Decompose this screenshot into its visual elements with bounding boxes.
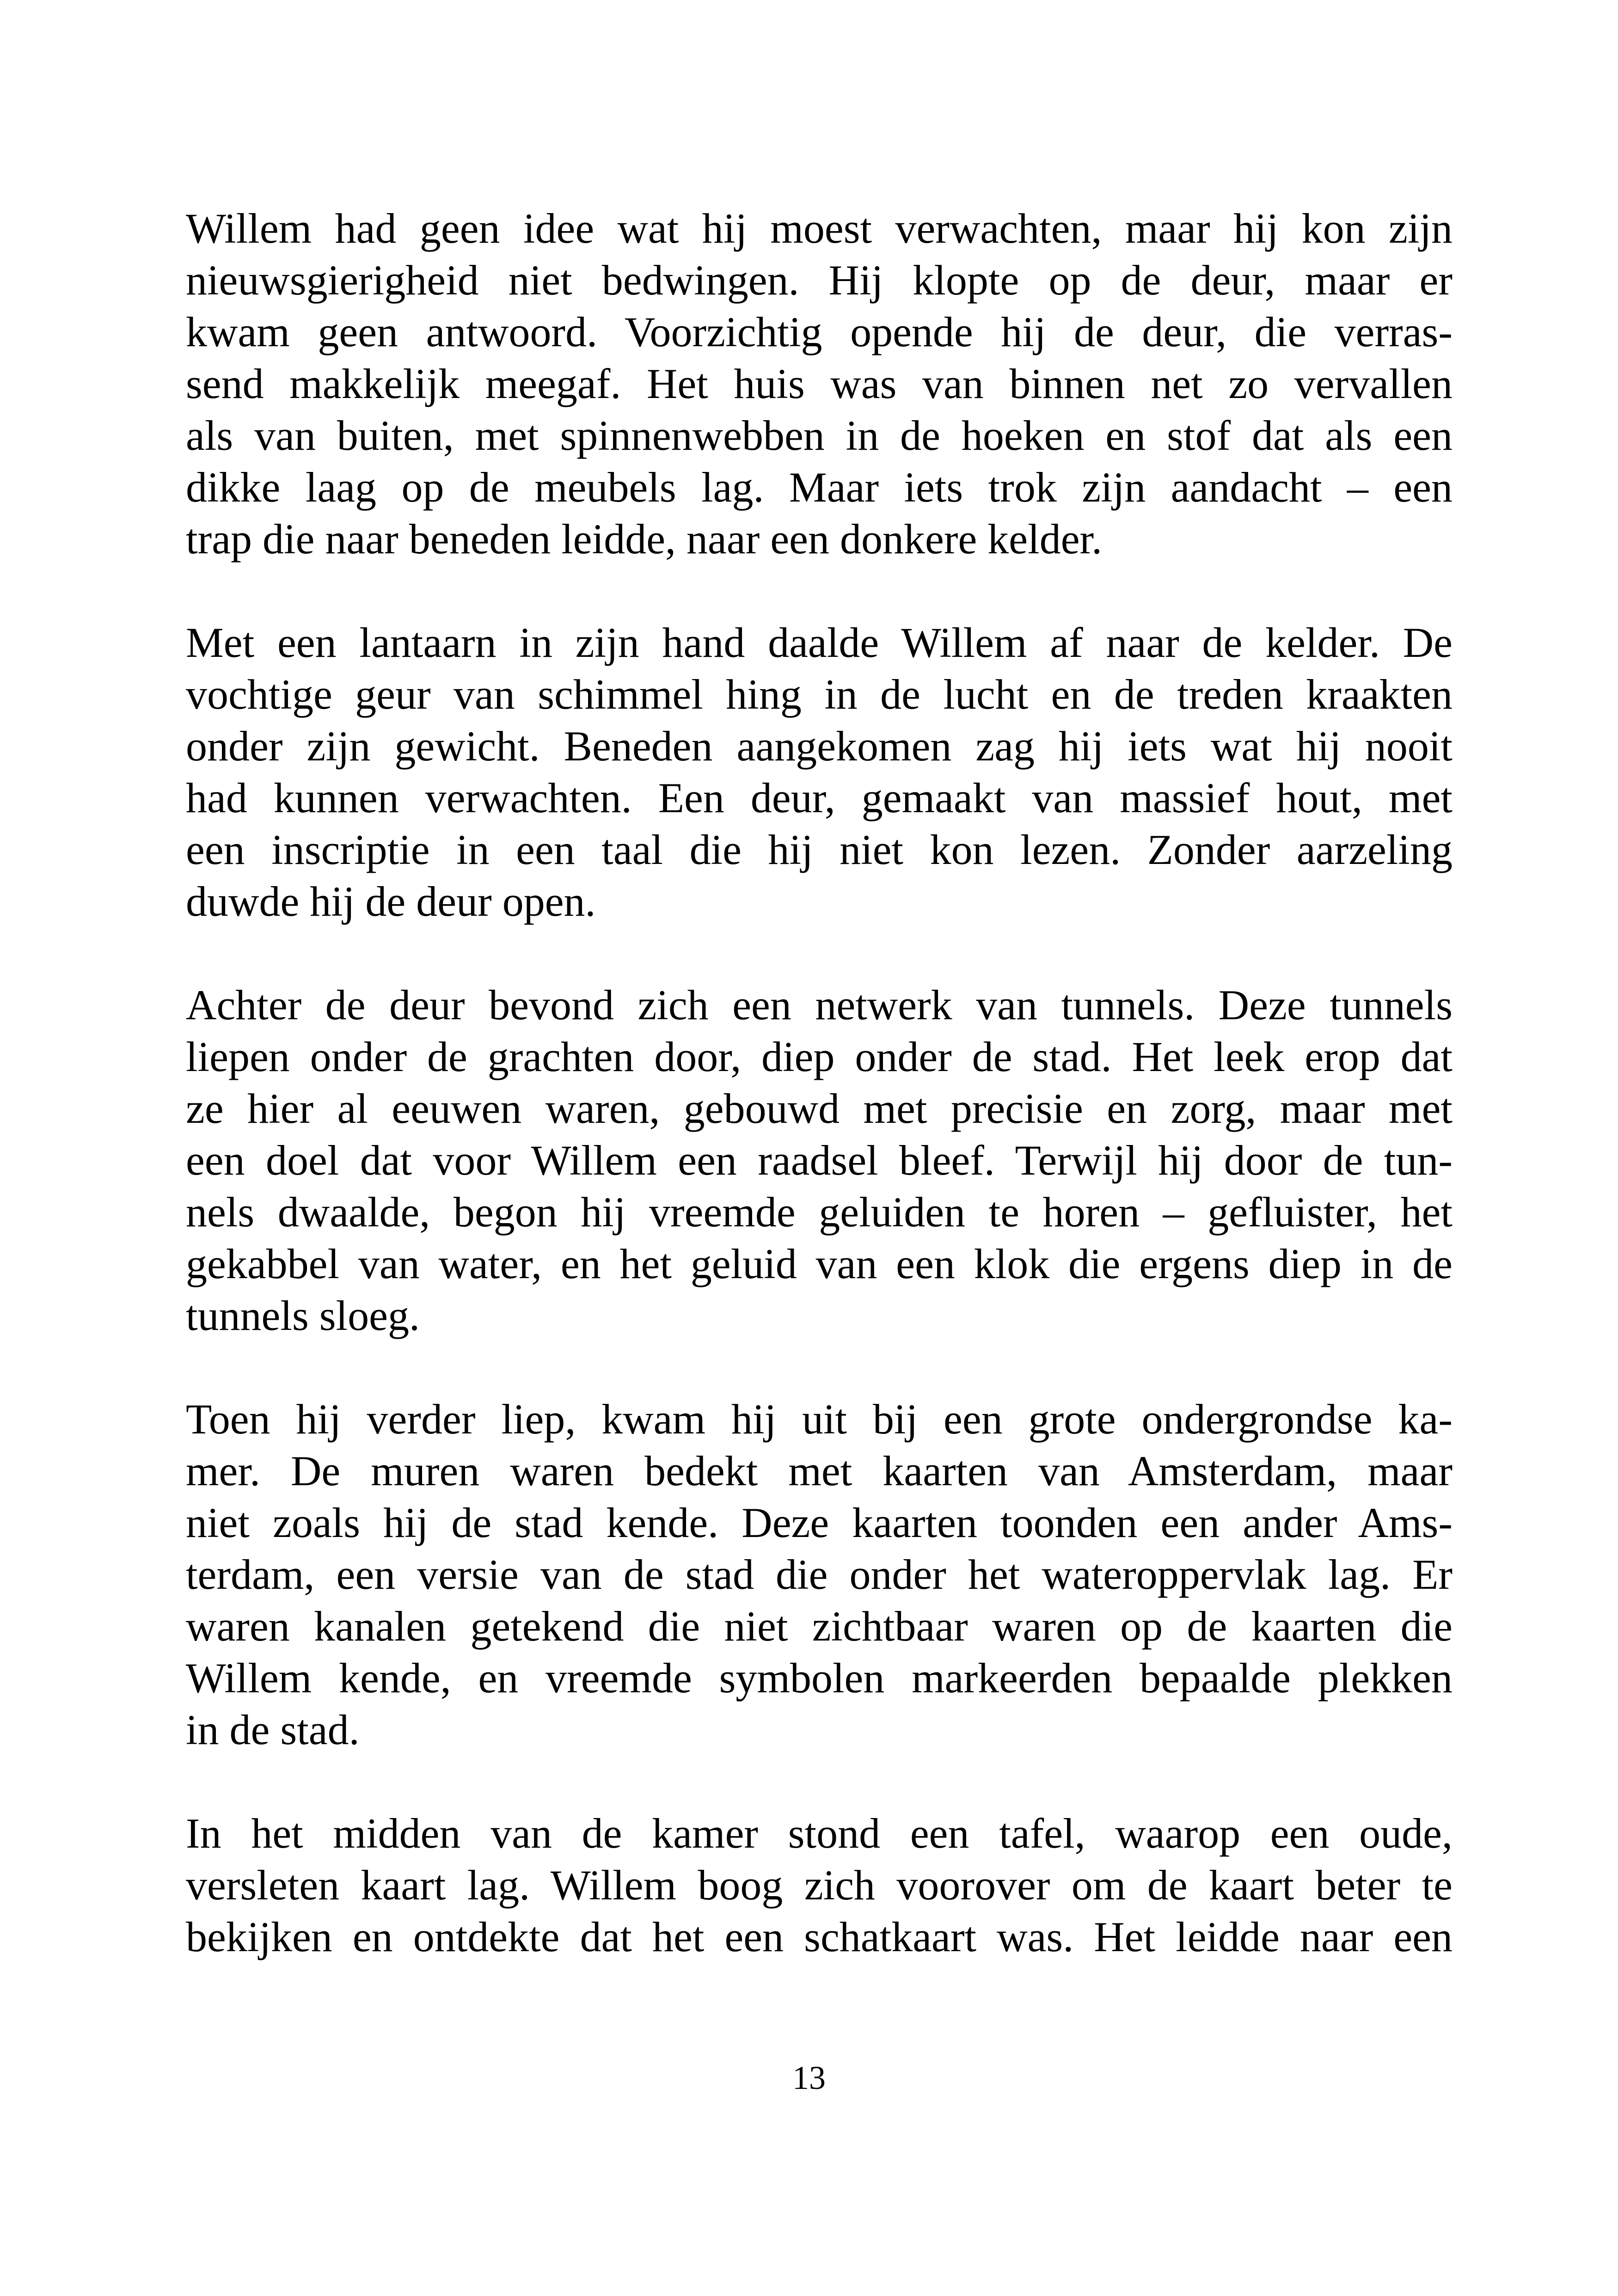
text-line: in de stad. (186, 1706, 360, 1753)
text-line: Willem kende, en vreemde symbolen markeerden bepaalde plekken (186, 1654, 1453, 1702)
text-line: bekijken en ontdekte dat het een schatkaart was. Het leidde naar een (186, 1913, 1453, 1960)
text-line: terdam, een versie van de stad die onder het wateroppervlak lag. Er (186, 1551, 1453, 1598)
paragraph (186, 202, 1453, 565)
text-line: Willem had geen idee wat hij moest verwachten, maar hij kon zijn (186, 205, 1453, 252)
text-line: had kunnen verwachten. Een deur, gemaakt van massief hout, met (186, 774, 1453, 821)
paragraph (186, 1807, 1453, 1963)
text-line: een doel dat voor Willem een raadsel bleef. Terwijl hij door de tun- (186, 1137, 1453, 1184)
paragraph (186, 1393, 1453, 1756)
paragraph (186, 979, 1453, 1341)
text-line: vochtige geur van schimmel hing in de lucht en de treden kraakten (186, 671, 1453, 718)
text-line: In het midden van de kamer stond een tafel, waarop een oude, (186, 1810, 1453, 1857)
text-line: dikke laag op de meubels lag. Maar iets trok zijn aandacht – een (186, 464, 1453, 511)
paragraph (186, 617, 1453, 927)
text-line: ze hier al eeuwen waren, gebouwd met precisie en zorg, maar met (186, 1085, 1453, 1132)
text-line: send makkelijk meegaf. Het huis was van binnen net zo vervallen (186, 360, 1453, 407)
text-line: onder zijn gewicht. Beneden aangekomen zag hij iets wat hij nooit (186, 722, 1453, 770)
text-line: kwam geen antwoord. Voorzichtig opende hij de deur, die verras- (186, 308, 1453, 355)
text-line: gekabbel van water, en het geluid van een klok die ergens diep in de (186, 1240, 1453, 1287)
text-line: duwde hij de deur open. (186, 878, 596, 925)
text-line: als van buiten, met spinnenwebben in de hoeken en stof dat als een (186, 412, 1453, 459)
text-line: een inscriptie in een taal die hij niet kon lezen. Zonder aarzeling (186, 826, 1453, 873)
text-line: trap die naar beneden leidde, naar een donkere kelder. (186, 515, 1103, 563)
text-line: versleten kaart lag. Willem boog zich voorover om de kaart beter te (186, 1861, 1453, 1909)
body-text (186, 202, 1453, 2014)
text-line: mer. De muren waren bedekt met kaarten van Amsterdam, maar (186, 1447, 1453, 1494)
text-line: Toen hij verder liep, kwam hij uit bij een grote ondergrondse ka- (186, 1396, 1453, 1443)
text-line: nieuwsgierigheid niet bedwingen. Hij klopte op de deur, maar er (186, 257, 1453, 304)
text-line: Achter de deur bevond zich een netwerk van tunnels. Deze tunnels (186, 981, 1453, 1029)
page-number: 13 (792, 2059, 826, 2096)
text-line: waren kanalen getekend die niet zichtbaar waren op de kaarten die (186, 1603, 1453, 1650)
text-line: Met een lantaarn in zijn hand daalde Willem af naar de kelder. De (186, 619, 1453, 666)
text-line: nels dwaalde, begon hij vreemde geluiden te horen – gefluister, het (186, 1188, 1453, 1236)
text-line: liepen onder de grachten door, diep onder de stad. Het leek erop dat (186, 1033, 1453, 1080)
text-line: tunnels sloeg. (186, 1292, 420, 1339)
text-line: niet zoals hij de stad kende. Deze kaarten toonden een ander Ams- (186, 1499, 1453, 1546)
